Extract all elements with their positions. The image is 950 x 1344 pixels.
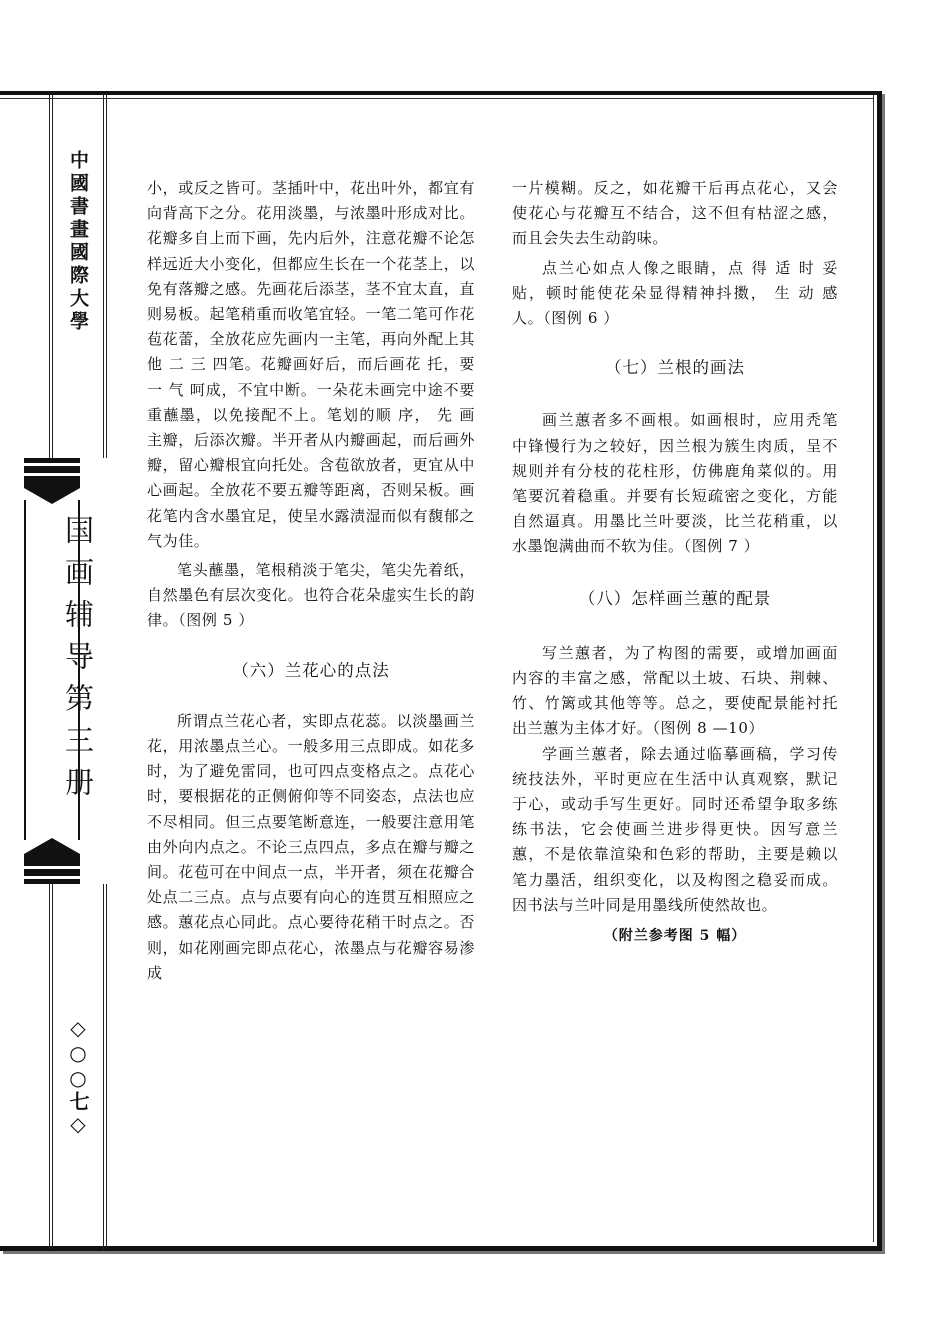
- spine-rule: [106, 884, 107, 1250]
- ornament-bottom-icon: [24, 832, 80, 884]
- right-text-column: [512, 176, 838, 949]
- paragraph: 所谓点兰花心者，实即点花蕊。以淡墨画兰花，用浓墨点兰心。一般多用三点即成。如花多时，为了避免雷同，也可四点变格点之。点花心时，要根据花的正侧俯仰等不同姿态，点法也应不尽相同。但三点要笔断意连，一般要注意用笔由外向内点之。不论三点四点，多点在瓣与瓣之间。花苞可在中间点一点，半开者，须在花瓣合处点二三点。点与点要有向心的连贯互相照应之感。蕙花点心同此。点心要待花稍干时点之。否则，如花刚画完即点花心，浓墨点与花瓣容易渗成: [147, 711, 475, 982]
- school-name: 中國書畫國際大學: [67, 150, 89, 334]
- section-heading-8: （八）怎样画兰蕙的配景: [578, 588, 772, 608]
- left-text-column: [147, 176, 475, 986]
- section-heading-6: （六）兰花心的点法: [232, 660, 390, 680]
- paragraph: 一片模糊。反之，如花瓣干后再点花心，又会使花心与花瓣互不结合，这不但有枯涩之感，而且会失去生动韵味。: [512, 179, 838, 248]
- paragraph: 小，或反之皆可。茎插叶中，花出叶外，都宜有向背高下之分。花用淡墨，与浓墨叶形成对比。花瓣多自上而下画，先内后外，注意花瓣不论怎样远近大小变化，但都应生长在一个花茎上，以免有落瓣之感。先画花后添茎，茎不宜太直，直则易板。起笔稍重而收笔宜轻。一笔二笔可作花苞花蕾，全放花应先画内一主笔，再向外配上其他 二 三 四笔。花瓣画好后，而后画花 托，要 一 气 呵成，不宜中断。一朵花未画完中途不要重蘸墨，以免接配不上。笔划的顺 序， 先 画 主瓣，后添次瓣。半开者从内瓣画起，而后画外瓣，留心瓣根宜向托处。含苞欲放者，更宜从中心画起。全放花不要五瓣等距离，否则呆板。画花笔内含水墨宜足，使呈水露渍湿而似有馥郁之气为佳。: [147, 179, 475, 550]
- paragraph: 画兰蕙者多不画根。如画根时，应用秃笔中锋慢行为之较好，因兰根为簇生肉质，呈不规则并有分枝的花柱形，仿佛鹿角菜似的。用笔要沉着稳重。并要有长短疏密之变化，方能自然逼真。用墨比兰叶要淡，比兰花稍重，以水墨饱满曲而不软为佳。（图例 7 ）: [512, 411, 838, 556]
- paragraph: 点兰心如点人像之眼睛，点 得 适 时 妥贴，顿时能使花朵显得精神抖擞， 生 动 感人。（图例 6 ）: [512, 258, 838, 328]
- paragraph: 笔头蘸墨，笔根稍淡于笔尖，笔尖先着纸，自然墨色有层次变化。也符合花朵虚实生长的韵律。（图例 5 ）: [147, 561, 475, 630]
- paragraph: 写兰蕙者，为了构图的需要，或增加画面内容的丰富之感，常配以土坡、石块、荆棘、竹、竹篱或其他等等。总之，要使配景能衬托出兰蕙为主体才好。（图例 8 —10）: [512, 643, 838, 738]
- volume-title: 国画辅导第三册: [61, 515, 95, 809]
- page-number: ◇○○七◇: [66, 1016, 90, 1137]
- figure-caption: （附兰参考图 5 幅）: [603, 928, 747, 945]
- paragraph: 学画兰蕙者，除去通过临摹画稿，学习传统技法外，平时更应在生活中认真观察，默记于心，或动手写生更好。同时还希望争取多练练书法，它会使画兰进步得更快。因写意兰蕙，不是依靠渲染和色彩的帮助，主要是赖以笔力墨活，组织变化，以及构图之稳妥而成。因书法与兰叶同是用墨线所使然故也。: [512, 744, 838, 914]
- spine-rule: [106, 95, 107, 458]
- section-heading-7: （七）兰根的画法: [605, 358, 745, 378]
